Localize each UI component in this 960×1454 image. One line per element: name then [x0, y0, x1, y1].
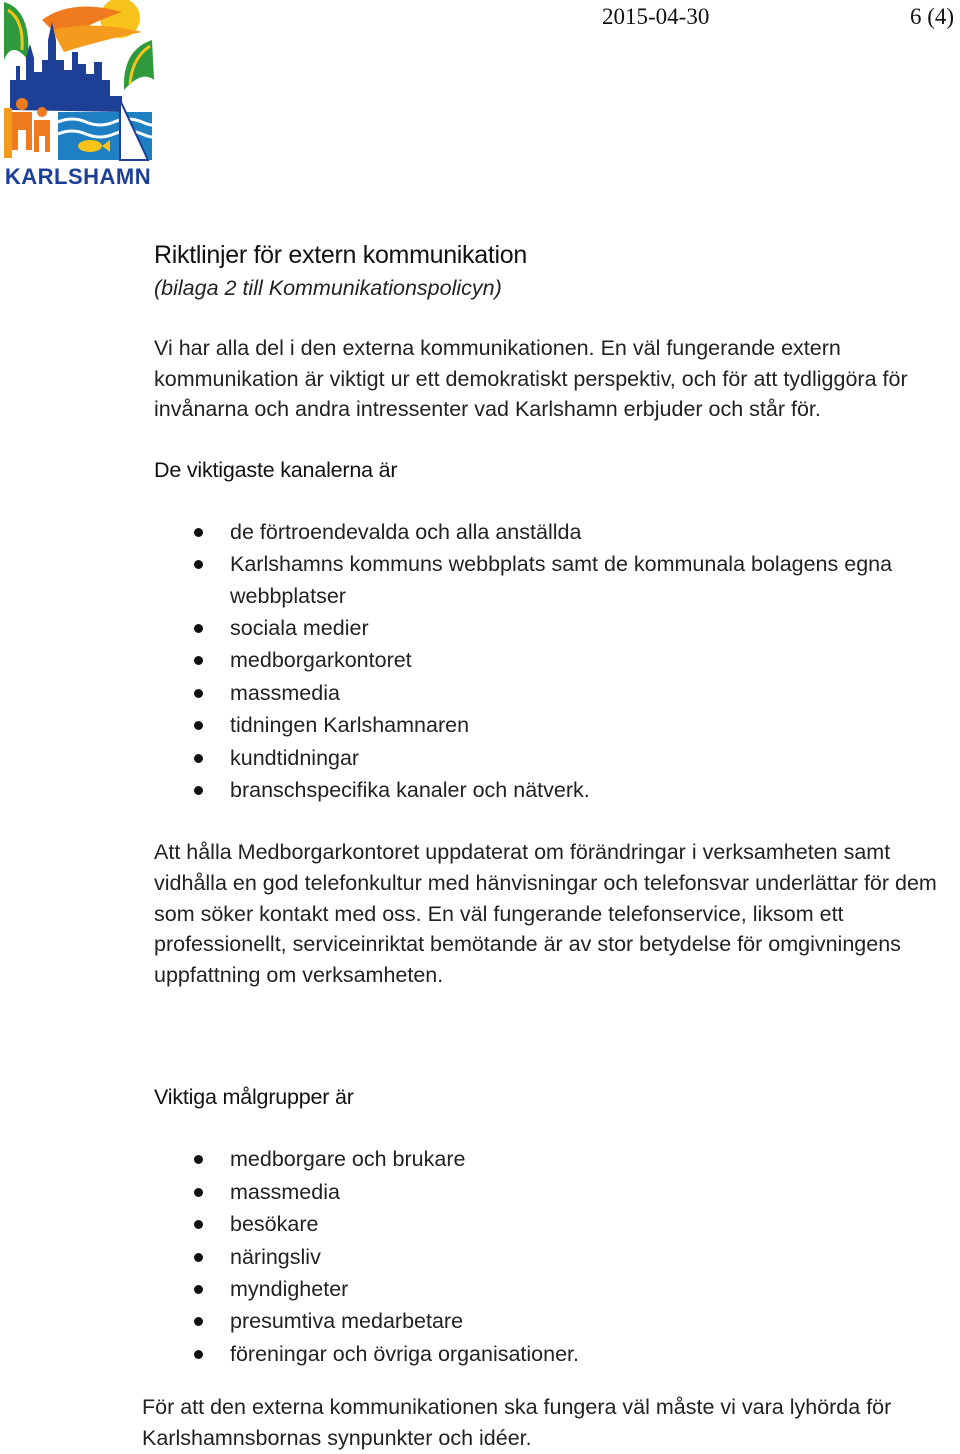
list-item [154, 1339, 960, 1371]
bullet-icon [194, 1220, 203, 1229]
karlshamn-logo [2, 0, 154, 188]
bullet-icon [194, 1188, 203, 1197]
list-item-text: Karlshamns kommuns webbplats samt de kommunala bolagens egna webbplatser [230, 552, 893, 608]
list-item-text: näringsliv [230, 1244, 321, 1269]
list-item [154, 1144, 960, 1176]
list-item [154, 517, 960, 549]
document-body [154, 238, 960, 1371]
svg-text:KARLSHAMN: KARLSHAMN [4, 164, 152, 188]
document-date: 2015-04-30 [602, 4, 710, 29]
intro-paragraph: Vi har alla del i den externa kommunikationen. En väl fungerande extern kommunikation är viktigt ur ett demokratiskt perspektiv, och för att tydliggöra för invånarna och andra intressenter vad Karlshamn erbjuder och står för. [154, 336, 908, 422]
channels-heading: De viktigaste kanalerna är [154, 457, 398, 482]
list-item [154, 1209, 960, 1241]
list-item-text: besökare [230, 1212, 319, 1237]
bullet-icon [194, 754, 203, 763]
list-item-text: tidningen Karlshamnaren [230, 713, 470, 738]
list-item-text: medborgare och brukare [230, 1147, 466, 1172]
list-item-text: föreningar och övriga organisationer. [230, 1341, 579, 1366]
list-item-text: branschspecifika kanaler och nätverk. [230, 778, 590, 803]
bullet-icon [194, 656, 203, 665]
bullet-icon [194, 1285, 203, 1294]
list-item-text: presumtiva medarbetare [230, 1309, 464, 1334]
list-item-text: sociala medier [230, 616, 369, 641]
bullet-icon [194, 1155, 203, 1164]
list-item-text: medborgarkontoret [230, 648, 412, 673]
bullet-icon [194, 624, 203, 633]
document-subtitle: (bilaga 2 till Kommunikationspolicyn) [154, 276, 502, 300]
bullet-icon [194, 721, 203, 730]
list-item [154, 1274, 960, 1306]
list-item [154, 1177, 960, 1209]
list-item-text: myndigheter [230, 1276, 349, 1301]
list-item [154, 775, 960, 807]
list-item [154, 743, 960, 775]
bullet-icon [194, 1253, 203, 1262]
page-number: 6 (4) [910, 4, 955, 29]
list-item [154, 710, 960, 742]
channels-list [154, 517, 960, 807]
targets-heading: Viktiga målgrupper är [154, 1085, 354, 1110]
list-item [154, 645, 960, 677]
bullet-icon [194, 560, 203, 569]
list-item [154, 549, 960, 612]
bullet-icon [194, 1317, 203, 1326]
bullet-icon [194, 528, 203, 537]
bullet-icon [194, 1350, 203, 1359]
list-item-text: massmedia [230, 680, 340, 705]
list-item-text: massmedia [230, 1179, 340, 1204]
medborgarkontoret-paragraph: Att hålla Medborgarkontoret uppdaterat om förändringar i verksamheten samt vidhålla en god telefonkultur med hänvisningar och telefonsvar underlättar för dem som söker kontakt med oss. En väl fungerande telefonservice, liksom ett professionellt, serviceinriktat bemötande är av stor betydelse för omgivningens uppfattning om verksamheten. [154, 840, 937, 987]
list-item [154, 613, 960, 645]
bullet-icon [194, 786, 203, 795]
list-item [154, 1242, 960, 1274]
list-item [154, 1306, 960, 1338]
targets-list [154, 1144, 960, 1370]
document-title: Riktlinjer för extern kommunikation [154, 241, 527, 269]
list-item-text: de förtroendevalda och alla anställda [230, 519, 582, 544]
bullet-icon [194, 689, 203, 698]
list-item-text: kundtidningar [230, 745, 360, 770]
list-item [154, 678, 960, 710]
closing-paragraph: För att den externa kommunikationen ska fungera väl måste vi vara lyhörda för Karlshamnsbornas synpunkter och idéer. [142, 1395, 892, 1450]
